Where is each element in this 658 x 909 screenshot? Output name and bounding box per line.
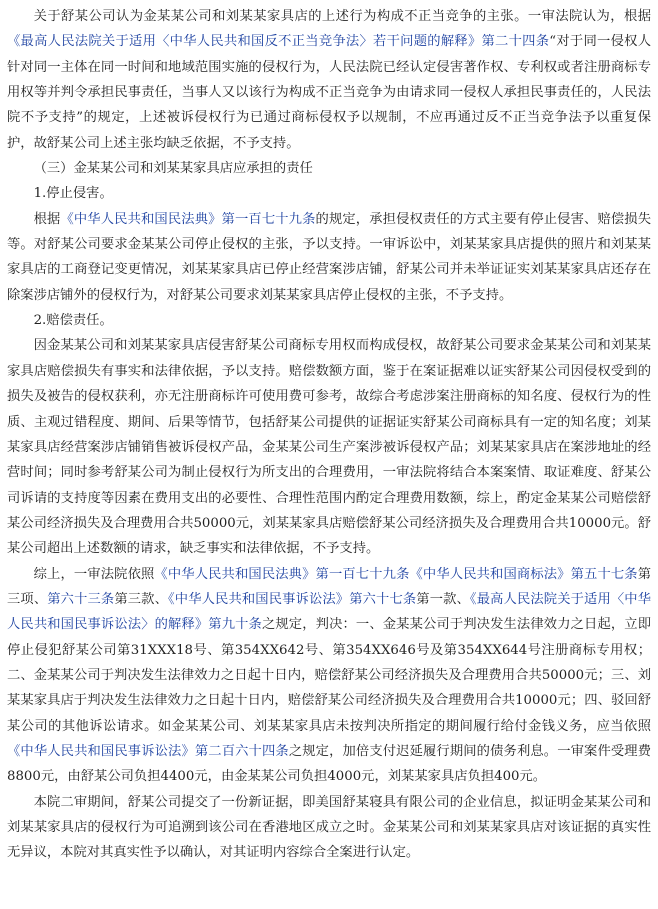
paragraph-text: 第一款、 xyxy=(416,591,470,607)
paragraph-unfair-competition xyxy=(7,4,651,156)
paragraph-text: 之规定，判决：一、金某某公司于判决发生法律效力之日起，立即停止侵犯舒某公司第31XXX18号、第354XX642号、第354XX646号及第354XX644号注册商标专用权；二、金某某公司于判决发生法律效力之日起十日内，赔偿舒某公司经济损失及合理费用合共50000元；三、刘某某家具店于判决发生法律效力之日起十日内，赔偿舒某公司经济损失及合理费用合共10000元；四、驳回舒某公司的其他诉讼请求。如金某某公司、刘某某家具店未按判决所指定的期间履行给付金钱义务，应当依照 xyxy=(7,617,652,734)
paragraph-text: 第三款、 xyxy=(114,591,169,607)
paragraph-text: 关于舒某公司认为金某某公司和刘某某家具店的上述行为构成不正当竞争的主张。一审法院认为，根据 xyxy=(33,9,651,24)
law-link-civil-code-179[interactable]: 《中华人民共和国民法典》第一百七十九条 xyxy=(154,566,410,582)
paragraph-text: 综上，一审法院依照 xyxy=(33,566,155,582)
law-link-anti-unfair-competition-interpretation[interactable]: 《最高人民法院关于适用〈中华人民共和国反不正当竞争法〉若干问题的解释》第二十四条 xyxy=(7,34,550,50)
law-link-civil-procedure-67[interactable]: 《中华人民共和国民事诉讼法》第六十七条 xyxy=(168,591,417,607)
paragraph-text: 根据 xyxy=(33,211,61,227)
paragraph-text: 第三项、 xyxy=(7,566,652,607)
law-link-trademark-law-57[interactable]: 《中华人民共和国商标法》第五十七条 xyxy=(409,566,638,582)
law-link-civil-code-179[interactable]: 《中华人民共和国民法典》第一百七十九条 xyxy=(60,211,316,227)
section-heading-liability: （三）金某某公司和刘某某家具店应承担的责任 xyxy=(33,161,313,177)
paragraph-first-instance-judgment xyxy=(7,562,651,790)
subheading-stop-infringement: 1.停止侵害。 xyxy=(33,186,113,202)
law-link-civil-procedure-interpretation-90[interactable]: 《最高人民法院关于适用〈中华人民共和国民事诉讼法〉的解释》第九十条 xyxy=(7,591,652,633)
law-link-civil-procedure-264[interactable]: 《中华人民共和国民事诉讼法》第二百六十四条 xyxy=(7,743,289,759)
paragraph-compensation: 因金某某公司和刘某某家具店侵害舒某公司商标专用权而构成侵权，故舒某公司要求金某某公司和刘某某家具店赔偿损失有事实和法律依据，予以支持。赔偿数额方面，鉴于在案证据难以证实舒某公司因侵权受到的损失及被告的侵权获利，亦无注册商标许可使用费可参考，故综合考虑涉案注册商标的知名度、侵权行为的性质、主观过错程度、期间、后果等情节，包括舒某公司提供的证据证实舒某公司商标具有一定的知名度；刘某某家具店经营案涉店铺销售被诉侵权产品，金某某公司生产案涉被诉侵权产品；刘某某家具店在案涉地址的经营时间；同时参考舒某公司为制止侵权行为所支出的合理费用，一审法院将结合本案案情、取证难度、舒某公司诉请的支持度等因素在费用支出的必要性、合理性范围内酌定合理费用数额，综上，酌定金某某公司赔偿舒某公司经济损失及合理费用合共50000元，刘某某家具店赔偿舒某公司经济损失及合理费用合共10000元。舒某公司超出上述数额的请求，缺乏事实和法律依据，不予支持。 xyxy=(7,338,651,557)
law-link-trademark-law-63[interactable]: 第六十三条 xyxy=(47,591,115,607)
paragraph-stop-infringement xyxy=(7,207,651,308)
paragraph-text: 的规定，承担侵权责任的方式主要有停止侵害、赔偿损失等。对舒某公司要求金某某公司停止侵权的主张，予以支持。一审诉讼中，刘某某家具店提供的照片和刘某某家具店的工商登记变更情况，刘某某家具店已停止经营案涉店铺，舒某公司并未举证证实刘某某家具店还存在除案涉店铺外的侵权行为，对舒某公司要求刘某某家具店停止侵权的主张，不予支持。 xyxy=(7,211,652,303)
paragraph-second-instance-evidence: 本院二审期间，舒某公司提交了一份新证据，即美国舒某寝具有限公司的企业信息，拟证明金某某公司和刘某某家具店的侵权行为可追溯到该公司在香港地区成立之时。金某某公司和刘某某家具店对该证据的真实性无异议，本院对其真实性予以确认，对其证明内容综合全案进行认定。 xyxy=(7,794,651,861)
paragraph-text: 之规定，加倍支付迟延履行期间的债务利息。一审案件受理费8800元，由舒某公司负担4400元，由金某某公司负担4000元，刘某某家具店负担400元。 xyxy=(7,743,652,785)
paragraph-text: “对于同一侵权人针对同一主体在同一时间和地域范围实施的侵权行为，人民法院已经认定侵害著作权、专利权或者注册商标专用权等并判令承担民事责任，当事人又以该行为构成不正当竞争为由请求同一侵权人承担民事责任的，人民法院不予支持”的规定，上述被诉侵权行为已通过商标侵权予以规制，不应再通过反不正当竞争法予以重复保护，故舒某公司上述主张均缺乏依据，不予支持。 xyxy=(7,34,651,151)
subheading-compensation: 2.赔偿责任。 xyxy=(33,313,113,329)
